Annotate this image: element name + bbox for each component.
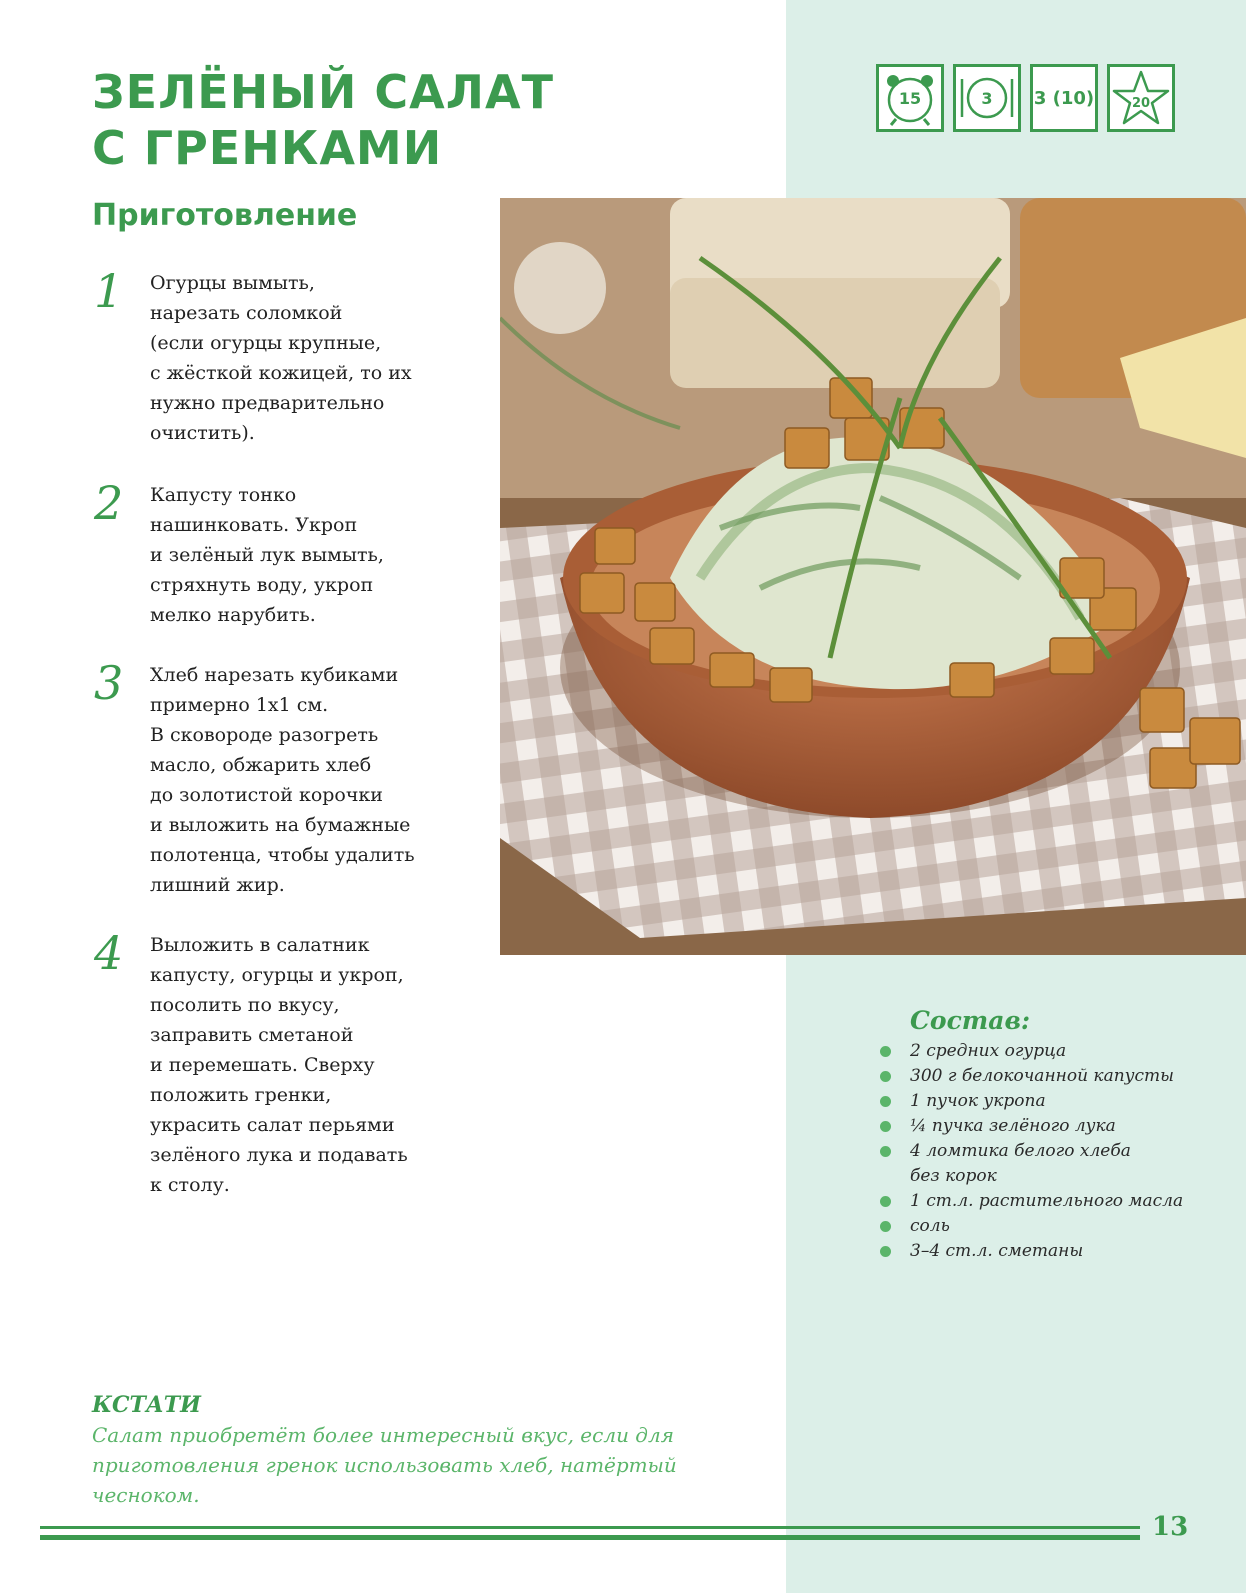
step-line: стряхнуть воду, укроп: [150, 574, 374, 596]
step-line: и перемешать. Сверху: [150, 1054, 375, 1076]
ingredient-text: без корок: [910, 1166, 997, 1186]
tip-line: чесноком.: [92, 1483, 200, 1507]
step-text: [150, 930, 470, 1200]
bullet-icon: [880, 1246, 891, 1257]
page-number: 13: [1152, 1512, 1189, 1542]
list-item: [878, 1239, 1238, 1264]
step-line: заправить сметаной: [150, 1024, 354, 1046]
step-line: мелко нарубить.: [150, 604, 316, 626]
list-item: [878, 1189, 1238, 1214]
step-line: Хлеб нарезать кубиками: [150, 664, 399, 686]
step-number: 2: [94, 476, 124, 530]
step-line: очистить).: [150, 422, 255, 444]
step-line: лишний жир.: [150, 874, 285, 896]
title-line-1: ЗЕЛЁНЫЙ САЛАТ: [92, 65, 554, 119]
tip-box: [92, 1392, 712, 1510]
step-line: нужно предварительно: [150, 392, 385, 414]
time-value: 15: [898, 88, 922, 108]
step-line: нашинковать. Укроп: [150, 514, 358, 536]
ingredient-text: ¼ пучка зелёного лука: [910, 1116, 1116, 1136]
step-line: Огурцы вымыть,: [150, 272, 315, 294]
recipe-info-icons: [876, 64, 1175, 132]
bullet-icon: [880, 1046, 891, 1057]
servings-value: 3 (10): [1033, 87, 1095, 109]
ingredient-text: 3–4 ст.л. сметаны: [910, 1241, 1084, 1261]
list-item: [878, 1139, 1238, 1189]
bullet-icon: [880, 1096, 891, 1107]
step-number: 4: [94, 926, 124, 980]
ingredient-text: 1 пучок укропа: [910, 1091, 1046, 1111]
step-line: полотенца, чтобы удалить: [150, 844, 415, 866]
salad-photo: [500, 198, 1246, 955]
plate-icon: [953, 64, 1021, 132]
step-line: с жёсткой кожицей, то их: [150, 362, 412, 384]
bullet-icon: [880, 1121, 891, 1132]
step-line: В сковороде разогреть: [150, 724, 379, 746]
step-line: посолить по вкусу,: [150, 994, 340, 1016]
footer-divider-thick: [40, 1535, 1140, 1540]
step-text: [150, 660, 470, 900]
step-line: примерно 1х1 см.: [150, 694, 329, 716]
ingredient-text: 300 г белокочанной капусты: [910, 1066, 1175, 1086]
step-line: к столу.: [150, 1174, 230, 1196]
ingredients-title: Состав:: [910, 1006, 1031, 1035]
ingredient-text: 4 ломтика белого хлеба: [910, 1141, 1131, 1161]
step-line: масло, обжарить хлеб: [150, 754, 372, 776]
title-line-2: С ГРЕНКАМИ: [92, 121, 443, 175]
step-line: нарезать соломкой: [150, 302, 343, 324]
step-line: украсить салат перьями: [150, 1114, 395, 1136]
step-line: Капусту тонко: [150, 484, 297, 506]
step-number: 3: [94, 656, 124, 710]
ingredient-text: 1 ст.л. растительного масла: [910, 1191, 1184, 1211]
ingredients-list: [878, 1039, 1238, 1264]
step-line: зелёного лука и подавать: [150, 1144, 408, 1166]
ingredient-text: 2 средних огурца: [910, 1041, 1067, 1061]
step-text: [150, 480, 470, 630]
step-number: 1: [94, 264, 124, 318]
tip-line: Салат приобретёт более интересный вкус, если для: [92, 1423, 674, 1447]
step-line: положить гренки,: [150, 1084, 332, 1106]
plate-value: 3: [981, 88, 993, 108]
star-icon: [1107, 64, 1175, 132]
step-line: и зелёный лук вымыть,: [150, 544, 384, 566]
list-item: [878, 1114, 1238, 1139]
star-value: 20: [1131, 95, 1151, 111]
tip-line: приготовления гренок использовать хлеб, натёртый: [92, 1453, 677, 1477]
section-heading: Приготовление: [92, 198, 358, 233]
bullet-icon: [880, 1221, 891, 1232]
ingredient-text: соль: [910, 1216, 950, 1236]
step-text: [150, 268, 470, 448]
servings-icon: [1030, 64, 1098, 132]
tip-title: КСТАТИ: [92, 1392, 201, 1418]
step-line: Выложить в салатник: [150, 934, 370, 956]
tip-text: [92, 1420, 712, 1510]
footer-divider-thin: [40, 1526, 1140, 1529]
list-item: [878, 1089, 1238, 1114]
bullet-icon: [880, 1071, 891, 1082]
step-line: и выложить на бумажные: [150, 814, 411, 836]
clock-icon: [876, 64, 944, 132]
list-item: [878, 1214, 1238, 1239]
ingredients-panel: [878, 1006, 1238, 1264]
step-line: до золотистой корочки: [150, 784, 383, 806]
bullet-icon: [880, 1146, 891, 1157]
list-item: [878, 1039, 1238, 1064]
recipe-title: [92, 64, 552, 176]
bullet-icon: [880, 1196, 891, 1207]
step-line: капусту, огурцы и укроп,: [150, 964, 404, 986]
list-item: [878, 1064, 1238, 1089]
step-line: (если огурцы крупные,: [150, 332, 382, 354]
